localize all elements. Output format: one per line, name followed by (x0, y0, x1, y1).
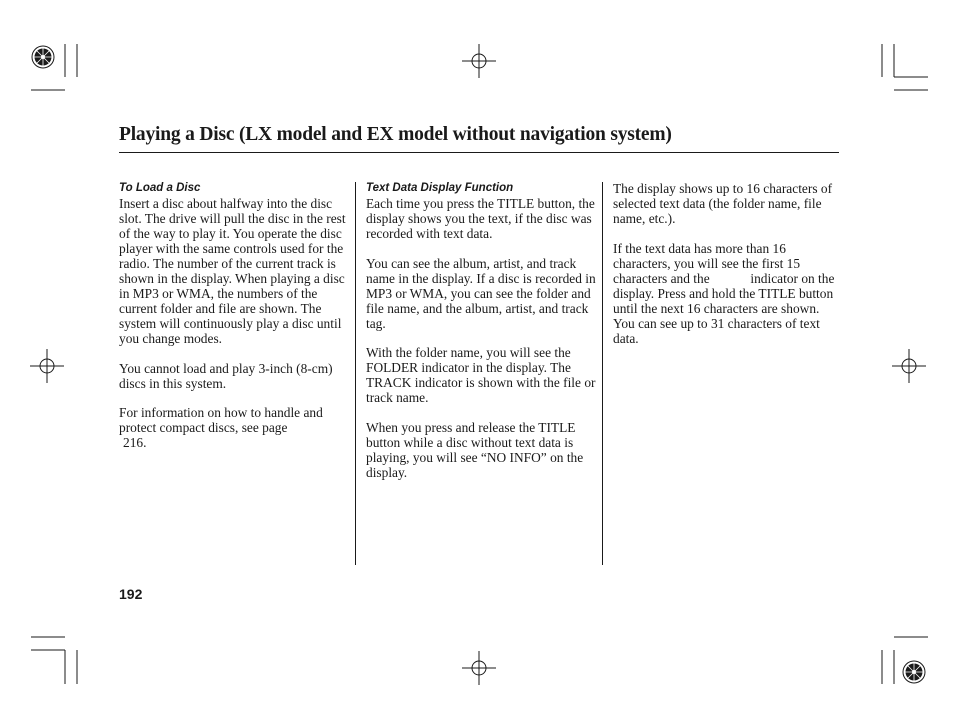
column-divider-2 (602, 182, 603, 565)
page-reference-link[interactable]: 216 (123, 435, 144, 450)
paragraph-folder-indicator: With the folder name, you will see the FOLDER indicator in the display. The TRACK indicator is shown with the file or track name. (366, 345, 596, 405)
column-text-display (366, 181, 596, 494)
section-heading-load-disc: To Load a Disc (119, 182, 201, 194)
paragraph-load-instructions: Insert a disc about halfway into the disc slot. The drive will pull the disc in the rest of the way to play it. You operate the disc player with the same controls used for the radio. The number of the current track is shown in the display. When playing a disc in MP3 or WMA, the numbers of the current folder and file are shown. The system will continuously play a disc until you change modes. (119, 196, 346, 346)
paragraph-disc-size-note: You cannot load and play 3-inch (8-cm) discs in this system. (119, 360, 333, 391)
column-text-length (613, 181, 839, 360)
title-rule (119, 152, 839, 153)
paragraph-title-button: Each time you press the TITLE button, the display shows you the text, if the disc was recorded with text data. (366, 196, 595, 241)
paragraph-no-info: When you press and release the TITLE button while a disc without text data is playing, you will see “NO INFO” on the display. (366, 419, 584, 480)
paragraph-sixteen-characters: The display shows up to 16 characters of selected text data (the folder name, file name, etc.). (613, 181, 833, 226)
paragraph-disc-care-ref (119, 405, 347, 450)
registration-dial-top-left (32, 46, 54, 68)
page-number: 192 (119, 586, 143, 602)
page-title: Playing a Disc (LX model and EX model without navigation system) (119, 124, 672, 145)
registration-dial-bottom-right (903, 661, 925, 683)
paragraph-album-artist: You can see the album, artist, and track name in the display. If a disc is recorded in MP3 or WMA, you can see the folder and file name, and the album, artist, and track tag. (366, 255, 596, 331)
next-characters-text-b: indicator on the display. Press and hold the TITLE button until the next 16 characters are shown. You can see up to 31 characters of text data. (613, 270, 835, 346)
column-load-disc (119, 181, 347, 450)
disc-care-text: For information on how to handle and protect compact discs, see page (119, 405, 323, 435)
next-characters-text-a: If the text data has more than 16 characters, you will see the first 15 characters and the (613, 240, 801, 286)
disc-care-end: . (143, 435, 147, 450)
column-divider-1 (355, 182, 356, 565)
section-heading-text-display: Text Data Display Function (366, 182, 514, 194)
paragraph-next-characters (613, 241, 839, 346)
